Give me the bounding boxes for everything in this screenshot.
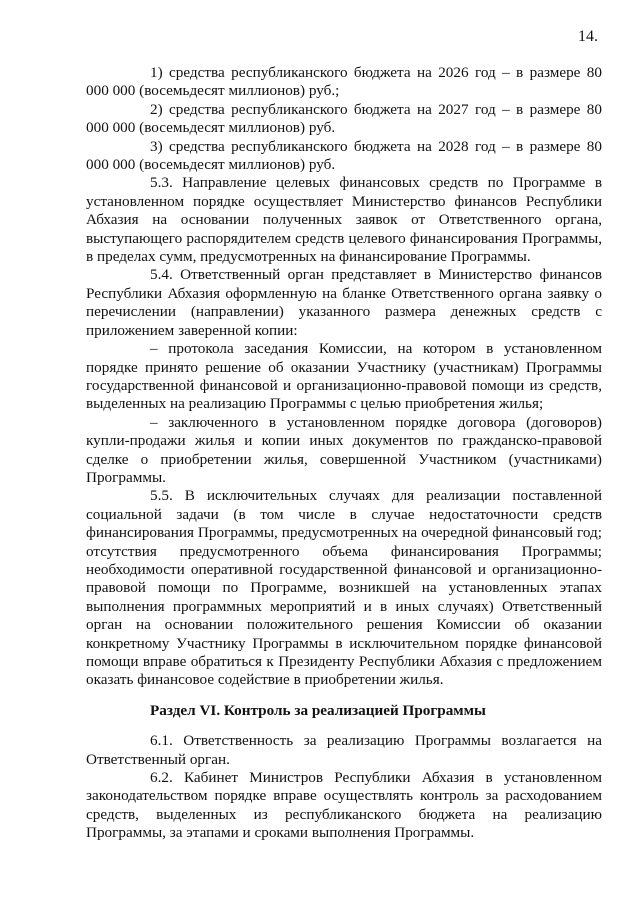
paragraph-6-2: 6.2. Кабинет Министров Республики Абхазия в установленном законодательством порядке вправе осуществлять контроль за расходованием средств, выделенных из республиканского бюджета на реализацию Программы, за этапами и сроками выполнения Программы. [86, 769, 602, 842]
section-heading: Раздел VI. Контроль за реализацией Программы [150, 701, 486, 719]
paragraph-funding-2028: 3) средства республиканского бюджета на 2028 год – в размере 80 000 000 (восемьдесят миллионов) руб. [86, 137, 602, 174]
paragraph-funding-2026: 1) средства республиканского бюджета на 2026 год – в размере 80 000 000 (восемьдесят миллионов) руб.; [86, 64, 602, 100]
paragraph-6-1: 6.1. Ответственность за реализацию Программы возлагается на Ответственный орган. [86, 732, 602, 768]
paragraph-5-4-item-contract: – заключенного в установленном порядке договора (договоров) купли-продажи жилья и копии иных документов по гражданско-правовой сделке о приобретении жилья, совершенной Участником (участниками) Программы. [86, 413, 602, 486]
paragraph-5-3: 5.3. Направление целевых финансовых средств по Программе в установленном порядке осуществляет Министерство финансов Республики Абхазия на основании полученных заявок от Ответственного органа, выступающего распорядителем средств целевого финансирования Программы, в пределах сумм, предусмотренных на финансирование Программы. [86, 174, 602, 266]
paragraph-5-4-item-protocol: – протокола заседания Комиссии, на котором в установленном порядке принято решение об оказании Участнику (участникам) Программы государственной финансовой и организационно-правовой помощи из средств, выделенных на реализацию Программы с целью приобретения жилья; [86, 340, 602, 413]
page-number: 14. [578, 28, 598, 45]
paragraph-5-5: 5.5. В исключительных случаях для реализации поставленной социальной задачи (в том числе в случае недостаточности средств финансирования Программы, предусмотренных на очередной финансовый год; отсутствия предусмотренного объема финансирования Программы; необходимости оперативной государственной финансовой и организационно-правовой помощи по Программе, возникшей на установленных этапах выполнения программных мероприятий и в иных случаях) Ответственный орган на основании положительного решения Комиссии об оказании конкретному Участнику Программы в исключительном порядке финансовой помощи вправе обратиться к Президенту Республики Абхазия с предложением оказать финансовое содействие в приобретении жилья. [86, 487, 602, 689]
document-body [86, 64, 602, 843]
paragraph-5-4: 5.4. Ответственный орган представляет в Министерство финансов Республики Абхазия оформленную на бланке Ответственного органа заявку о перечислении (направлении) указанного размера денежных средств с приложением заверенной копии: [86, 266, 602, 339]
paragraph-funding-2027: 2) средства республиканского бюджета на 2027 год – в размере 80 000 000 (восемьдесят миллионов) руб. [86, 100, 602, 137]
